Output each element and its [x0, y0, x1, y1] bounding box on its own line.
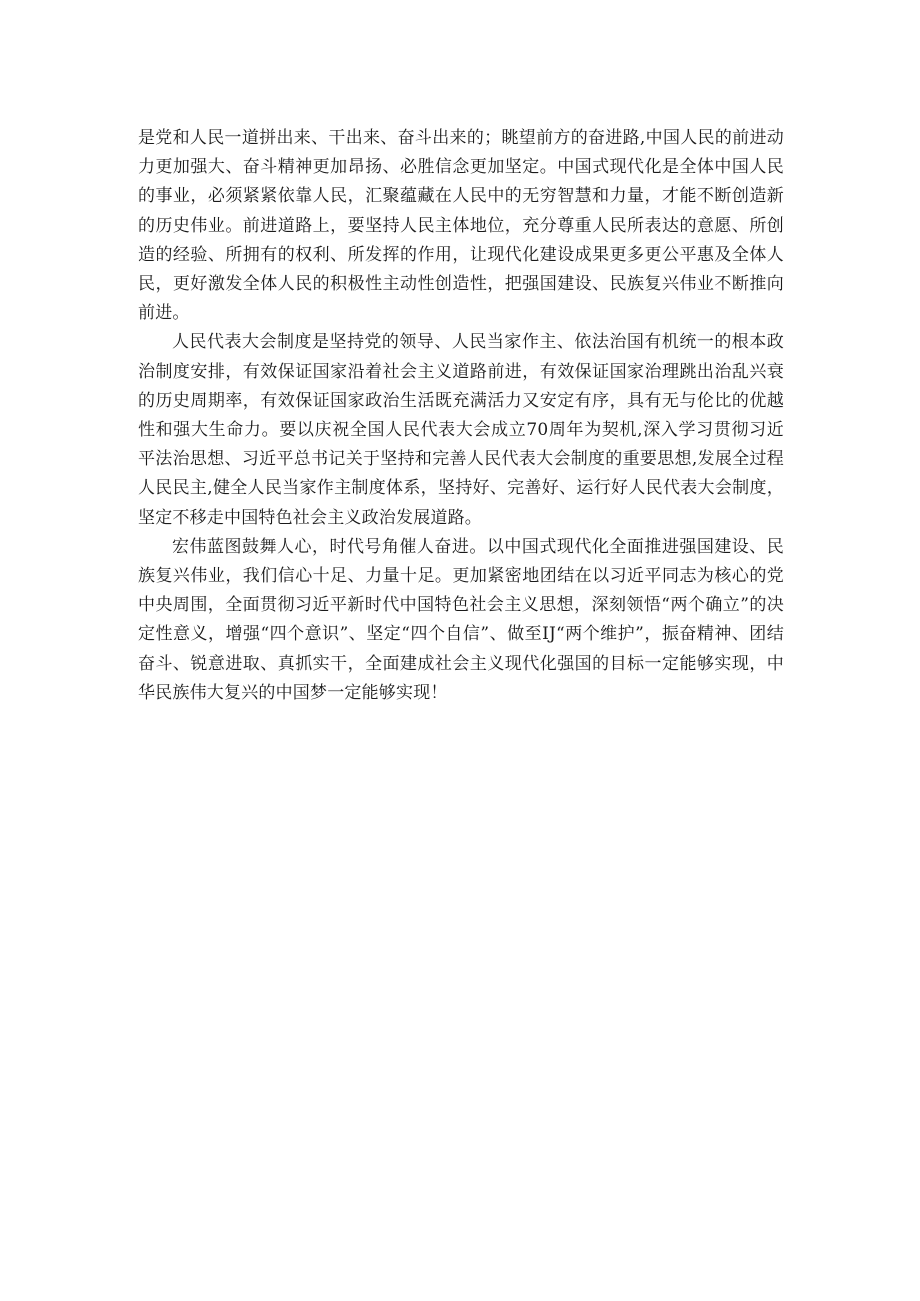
paragraph-1: 是党和人民一道拼出来、干出来、奋斗出来的；眺望前方的奋进路,中国人民的前进动力更加强大、奋斗精神更加昂扬、必胜信念更加坚定。中国式现代化是全体中国人民的事业，必须紧紧依靠人民，汇聚蕴藏在人民中的无穷智慧和力量，才能不断创造新的历史伟业。前进道路上，要坚持人民主体地位，充分尊重人民所表达的意愿、所创造的经验、所拥有的权利、所发挥的作用，让现代化建设成果更多更公平惠及全体人民，更好激发全体人民的积极性主动性创造性，把强国建设、民族复兴伟业不断推向前进。 — [138, 128, 784, 324]
paragraph-3: 宏伟蓝图鼓舞人心，时代号角催人奋进。以中国式现代化全面推进强国建设、民族复兴伟业，我们信心十足、力量十足。更加紧密地团结在以习近平同志为核心的党中央周围，全面贯彻习近平新时代中国特色社会主义思想，深刻领悟“两个确立”的决定性意义，增强“四个意识”、坚定“四个自信”、做至IJ“两个维护”，振奋精神、团结奋斗、锐意进取、真抓实干，全面建成社会主义现代化强国的目标一定能够实现，中华民族伟大复兴的中国梦一定能够实现！ — [138, 536, 784, 703]
document-body — [138, 124, 784, 708]
paragraph-2: 人民代表大会制度是坚持党的领导、人民当家作主、依法治国有机统一的根本政治制度安排，有效保证国家沿着社会主义道路前进，有效保证国家治理跳出治乱兴衰的历史周期率，有效保证国家政治生活既充满活力又安定有序，具有无与伦比的优越性和强大生命力。要以庆祝全国人民代表大会成立70周年为契机,深入学习贯彻习近平法治思想、习近平总书记关于坚持和完善人民代表大会制度的重要思想,发展全过程人民民主,健全人民当家作主制度体系，坚持好、完善好、运行好人民代表大会制度，坚定不移走中国特色社会主义政治发展道路。 — [138, 332, 784, 528]
